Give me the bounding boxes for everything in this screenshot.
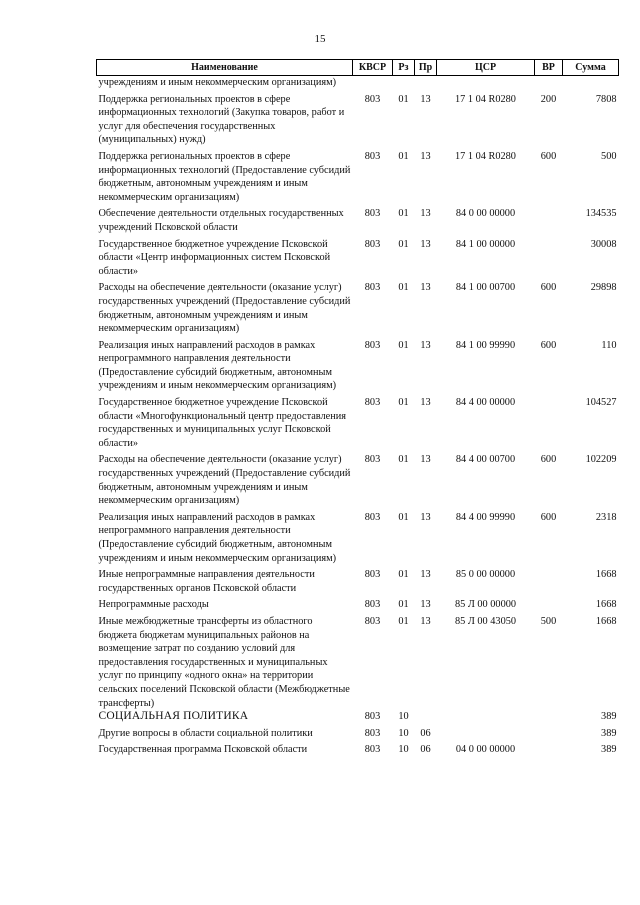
cell-csr: 84 4 00 99990 [455, 511, 516, 523]
table-row [97, 450, 619, 507]
table-row [97, 595, 619, 612]
cell-name: Поддержка региональных проектов в сфере информационных технологий (Закупка товаров, работ и услуг для обеспечения государственных (муниципальных) нужд) [98, 93, 345, 146]
cell-rz: 01 [398, 93, 409, 105]
cell-rz [393, 76, 415, 90]
cell-csr: 84 4 00 00000 [455, 397, 516, 409]
table-row [97, 393, 619, 450]
cell-pr: 13 [420, 93, 431, 105]
cell-name: СОЦИАЛЬНАЯ ПОЛИТИКА [98, 710, 249, 723]
cell-rz: 01 [398, 511, 409, 523]
cell-vr: 600 [540, 282, 557, 294]
table-row [97, 278, 619, 335]
cell-vr [535, 595, 563, 612]
cell-rz: 01 [398, 208, 409, 220]
column-header-kvsr: КВСР [353, 60, 393, 76]
table-row [97, 612, 619, 710]
cell-csr: 84 4 00 00700 [455, 454, 516, 466]
cell-name: Государственное бюджетное учреждение Псковской области «Многофункциональный центр предоставления государственных и муниципальных услуг Псковской области» [98, 397, 346, 449]
cell-vr [535, 710, 563, 724]
cell-kvsr: 803 [364, 615, 381, 627]
page-number: 15 [314, 33, 326, 45]
table-row [97, 90, 619, 147]
cell-csr [437, 710, 535, 724]
cell-sum: 389 [601, 744, 617, 756]
cell-pr: 13 [420, 599, 431, 611]
cell-kvsr: 803 [364, 282, 381, 294]
cell-pr: 13 [420, 511, 431, 523]
column-header-vr: ВР [535, 60, 563, 76]
cell-kvsr: 803 [364, 711, 381, 723]
cell-csr: 85 0 00 00000 [455, 569, 516, 581]
cell-vr: 600 [540, 339, 557, 351]
cell-sum: 1668 [595, 615, 617, 627]
cell-kvsr: 803 [364, 208, 381, 220]
cell-kvsr: 803 [364, 397, 381, 409]
cell-sum: 1668 [595, 569, 617, 581]
cell-sum: 1668 [595, 599, 617, 611]
table-row [97, 147, 619, 204]
cell-csr: 85 Л 00 43050 [454, 615, 517, 627]
cell-rz: 10 [398, 711, 409, 723]
section-row [97, 710, 619, 724]
cell-rz: 10 [398, 744, 409, 756]
cell-name: Поддержка региональных проектов в сфере информационных технологий (Предоставление субсидий бюджетным, автономным учреждениям и иным некоммерческим организациям) [98, 150, 351, 203]
cell-sum: 104527 [585, 397, 617, 409]
cell-name: Расходы на обеспечение деятельности (оказание услуг) государственных учреждений (Предоставление субсидий бюджетным, автономным учреждениям и иным некоммерческим организациям) [98, 454, 351, 507]
table-row [97, 508, 619, 565]
cell-pr: 13 [420, 615, 431, 627]
cell-vr [535, 204, 563, 234]
cell-csr [437, 724, 535, 741]
cell-sum: 30008 [590, 238, 617, 250]
cell-sum: 2318 [595, 511, 617, 523]
cell-sum: 134535 [585, 208, 617, 220]
cell-pr [415, 710, 437, 724]
cell-csr [437, 76, 535, 90]
cell-vr: 500 [540, 615, 557, 627]
cell-name: Непрограммные расходы [98, 599, 209, 611]
cell-kvsr: 803 [364, 339, 381, 351]
cell-pr: 13 [420, 150, 431, 162]
budget-table [96, 59, 619, 757]
cell-csr: 85 Л 00 00000 [454, 599, 517, 611]
cell-csr: 84 1 00 99990 [455, 339, 516, 351]
cell-name: учреждениям и иным некоммерческим организациям) [98, 77, 337, 88]
cell-name: Обеспечение деятельности отдельных государственных учреждений Псковской области [98, 208, 344, 233]
cell-pr [415, 76, 437, 90]
cell-rz: 01 [398, 397, 409, 409]
cell-vr [535, 393, 563, 450]
cell-pr: 13 [420, 339, 431, 351]
cell-sum: 110 [601, 339, 617, 351]
cell-rz: 01 [398, 282, 409, 294]
budget-table-container [96, 59, 618, 757]
cell-vr: 600 [540, 511, 557, 523]
cell-sum: 389 [601, 727, 617, 739]
cell-csr: 17 1 04 R0280 [455, 93, 516, 105]
table-row [97, 336, 619, 393]
cell-pr: 06 [420, 744, 431, 756]
cell-sum: 7808 [595, 93, 617, 105]
column-header-rz: Рз [393, 60, 415, 76]
table-header [97, 60, 619, 76]
cell-kvsr: 803 [364, 511, 381, 523]
cell-rz: 01 [398, 569, 409, 581]
cell-name: Расходы на обеспечение деятельности (оказание услуг) государственных учреждений (Предоставление субсидий бюджетным, автономным учреждениям и иным некоммерческим организациям) [98, 282, 351, 335]
cell-kvsr: 803 [364, 93, 381, 105]
column-header-pr: Пр [415, 60, 437, 76]
column-header-csr: ЦСР [437, 60, 535, 76]
table-row [97, 76, 619, 90]
cell-name: Другие вопросы в области социальной политики [98, 727, 313, 739]
cell-sum: 500 [601, 150, 617, 162]
cell-rz: 01 [398, 615, 409, 627]
cell-kvsr: 803 [364, 599, 381, 611]
cell-sum: 29898 [590, 282, 617, 294]
table-body [97, 76, 619, 757]
table-row [97, 740, 619, 757]
cell-name: Государственная программа Псковской области [98, 744, 308, 756]
table-row [97, 204, 619, 234]
cell-kvsr: 803 [364, 454, 381, 466]
table-row [97, 565, 619, 595]
cell-rz: 01 [398, 339, 409, 351]
cell-vr [535, 724, 563, 741]
cell-pr: 13 [420, 238, 431, 250]
cell-kvsr: 803 [364, 569, 381, 581]
cell-name: Государственное бюджетное учреждение Псковской области «Центр информационных систем Псковской области» [98, 238, 331, 277]
cell-csr: 84 0 00 00000 [455, 208, 516, 220]
cell-csr: 04 0 00 00000 [455, 744, 516, 756]
cell-rz: 01 [398, 599, 409, 611]
cell-kvsr: 803 [364, 744, 381, 756]
cell-vr [535, 235, 563, 279]
cell-pr: 13 [420, 397, 431, 409]
header-row [97, 60, 619, 76]
cell-sum [563, 76, 619, 90]
cell-sum: 102209 [585, 454, 617, 466]
cell-pr: 13 [420, 569, 431, 581]
column-header-name: Наименование [97, 60, 353, 76]
table-row [97, 235, 619, 279]
cell-pr: 13 [420, 208, 431, 220]
cell-kvsr [353, 76, 393, 90]
cell-vr [535, 565, 563, 595]
cell-rz: 01 [398, 238, 409, 250]
cell-name: Реализация иных направлений расходов в рамках непрограммного направления деятельности (Предоставление субсидий бюджетным, автономным учреждениям и иным некоммерческим организациям) [98, 339, 337, 392]
cell-rz: 10 [398, 727, 409, 739]
cell-name: Реализация иных направлений расходов в рамках непрограммного направления деятельности (Предоставление субсидий бюджетным, автономным учреждениям и иным некоммерческим организациям) [98, 511, 337, 564]
cell-csr: 84 1 00 00700 [455, 282, 516, 294]
cell-kvsr: 803 [364, 150, 381, 162]
cell-pr: 13 [420, 282, 431, 294]
table-row [97, 724, 619, 741]
cell-name: Иные межбюджетные трансферты из областного бюджета бюджетам муниципальных районов на возмещение затрат по созданию условий для предоставления государственных и муниципальных услуг по принципу «одного окна» на территории сельских поселений Псковской области (Межбюджетные трансферты) [98, 615, 350, 709]
cell-vr: 200 [540, 93, 557, 105]
cell-csr: 17 1 04 R0280 [455, 150, 516, 162]
cell-sum: 389 [601, 711, 617, 723]
cell-csr: 84 1 00 00000 [455, 238, 516, 250]
cell-rz: 01 [398, 454, 409, 466]
cell-pr: 06 [420, 727, 431, 739]
cell-vr: 600 [540, 454, 557, 466]
cell-kvsr: 803 [364, 238, 381, 250]
cell-kvsr: 803 [364, 727, 381, 739]
cell-pr: 13 [420, 454, 431, 466]
cell-name: Иные непрограммные направления деятельности государственных органов Псковской области [98, 569, 315, 594]
cell-vr [535, 740, 563, 757]
column-header-sum: Сумма [563, 60, 619, 76]
cell-vr [535, 76, 563, 90]
cell-rz: 01 [398, 150, 409, 162]
cell-vr: 600 [540, 150, 557, 162]
